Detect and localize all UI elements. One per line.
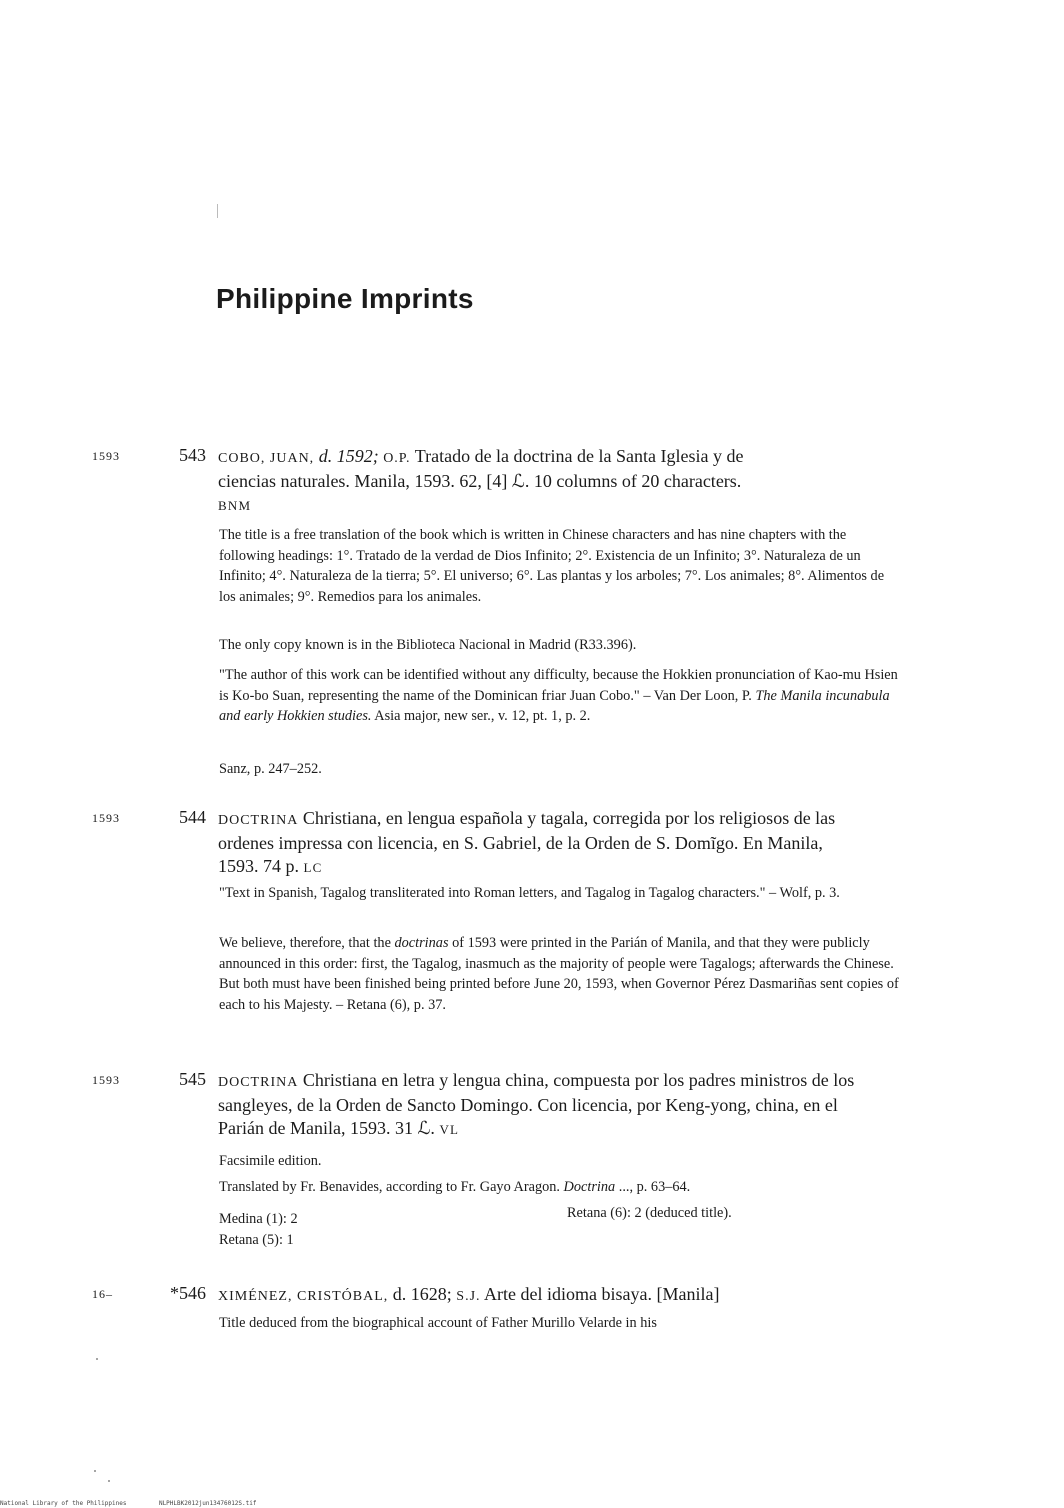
- quote-work-title: The Manila incunabula and early Hokkien studies.: [219, 687, 890, 724]
- entry-location: LC: [303, 860, 323, 875]
- entry-dates: d. 1628;: [392, 1284, 452, 1304]
- note-italic: doctrinas: [394, 935, 449, 951]
- entry-location: BNM: [218, 498, 252, 513]
- entry-note-description: The title is a free translation of the book which is written in Chinese characters and has nine chapters with the following headings: 1°. Tratado de la verdad de Dios Infinito; 2°. Existencia de un Infinito; 3°. Naturaleza de un Infinito; 4°. Naturaleza de la tierra; 5°. El universo; 6°. Las plantas y los arboles; 7°. Los animales; 8°. Alimentos de los animales; 9°. Remedios para los animales.: [219, 527, 885, 605]
- entry-note-text: "Text in Spanish, Tagalog transliterated into Roman letters, and Tagalog in Tagalog characters." – Wolf, p. 3.: [219, 885, 840, 901]
- footer-library: National Library of the Philippines: [0, 1500, 127, 1507]
- entry-author: XIMÉNEZ, CRISTÓBAL,: [218, 1289, 389, 1304]
- entry-note-quote: [219, 665, 899, 727]
- entry-note-copy: The only copy known is in the Biblioteca Nacional in Madrid (R33.396).: [219, 637, 637, 653]
- entry-year: 1593: [92, 811, 120, 825]
- note-italic: Doctrina: [563, 1179, 616, 1195]
- footer-filename: NLPHLBK2012jun13476012S.tif: [158, 1500, 257, 1507]
- quote-text: "The author of this work can be identified without any difficulty, because the Hokkien pronunciation of Kao-mu Hsien is Ko-bo Suan, representing the name of the Dominican friar Juan Cobo." – Van Der Loon, P.: [219, 667, 898, 704]
- entry-number: 543: [179, 445, 206, 465]
- entry-order: S.J.: [456, 1289, 481, 1304]
- entry-title-line1: Tratado de la doctrina de la Santa Iglesia y de: [414, 446, 744, 466]
- entry-heading: [218, 807, 858, 879]
- entry-note-reference: Sanz, p. 247–252.: [219, 761, 322, 777]
- entry-order: O.P.: [383, 451, 411, 466]
- scan-footer: [0, 1500, 257, 1507]
- scan-speck: [96, 1358, 98, 1360]
- entry-note-title: Title deduced from the biographical account of Father Murillo Velarde in his: [219, 1315, 657, 1331]
- entry-author: COBO, JUAN,: [218, 451, 315, 466]
- entry-refs-left: [219, 1209, 899, 1250]
- entry-dates: d. 1592;: [318, 446, 379, 466]
- entry-year: 1593: [92, 449, 120, 463]
- entry-location: VL: [439, 1122, 460, 1137]
- entry-heading: [218, 1069, 858, 1141]
- entry-note-translation: [219, 1177, 899, 1198]
- margin-mark: [217, 204, 218, 218]
- entry-note-facsimile: Facsimile edition.: [219, 1153, 322, 1169]
- entry-title: Christiana en letra y lengua china, compuesta por los padres ministros de los sangleyes, de la Orden de Sancto Domingo. Con licencia, por Keng-yong, china, en el Parián de Manila, 1593. 31 ℒ.: [218, 1070, 855, 1138]
- note-text-b: of 1593 were printed in the Parián of Manila, and that they were publicly announced in this order: first, the Tagalog, inasmuch as the majority of people were Tagalogs; afterwards the Chinese. But both must have been finished being printed before June 20, 1593, when Governor Pérez Dasmariñas sent copies of each to his Majesty. – Retana (6), p. 37.: [219, 935, 899, 1013]
- entry-year: 1593: [92, 1073, 120, 1087]
- entry-head-word: DOCTRINA: [218, 813, 299, 828]
- scan-speck: [94, 1470, 96, 1472]
- note-text-b: ..., p. 63–64.: [618, 1179, 691, 1195]
- entry-number: 544: [179, 807, 206, 827]
- entry-year: 16–: [92, 1287, 113, 1301]
- quote-source: Asia major, new ser., v. 12, pt. 1, p. 2.: [374, 708, 591, 724]
- entry-head-word: DOCTRINA: [218, 1075, 299, 1090]
- entry-heading: [218, 1283, 858, 1308]
- entry-heading: [218, 445, 858, 517]
- note-text-a: We believe, therefore, that the: [219, 935, 391, 951]
- ref-medina: Medina (1): 2: [219, 1211, 298, 1227]
- page-title: Philippine Imprints: [216, 283, 474, 314]
- note-text-a: Translated by Fr. Benavides, according to Fr. Gayo Aragon.: [219, 1179, 560, 1195]
- entry-note-history: [219, 933, 899, 1015]
- scan-speck: [108, 1480, 110, 1482]
- ref-retana-6: Retana (6): 2 (deduced title).: [567, 1205, 732, 1221]
- entry-title-line2: ciencias naturales. Manila, 1593. 62, [4] ℒ. 10 columns of 20 characters.: [218, 471, 742, 491]
- entry-title: Christiana, en lengua española y tagala, corregida por los religiosos de las ordenes impressa con licencia, en S. Gabriel, de la Orden de S. Domĩgo. En Manila, 1593. 74 p.: [218, 808, 836, 876]
- entry-title: Arte del idioma bisaya. [Manila]: [484, 1284, 720, 1304]
- entry-number: *546: [170, 1283, 206, 1303]
- ref-retana-5: Retana (5): 1: [219, 1231, 294, 1248]
- entry-number: 545: [179, 1069, 206, 1089]
